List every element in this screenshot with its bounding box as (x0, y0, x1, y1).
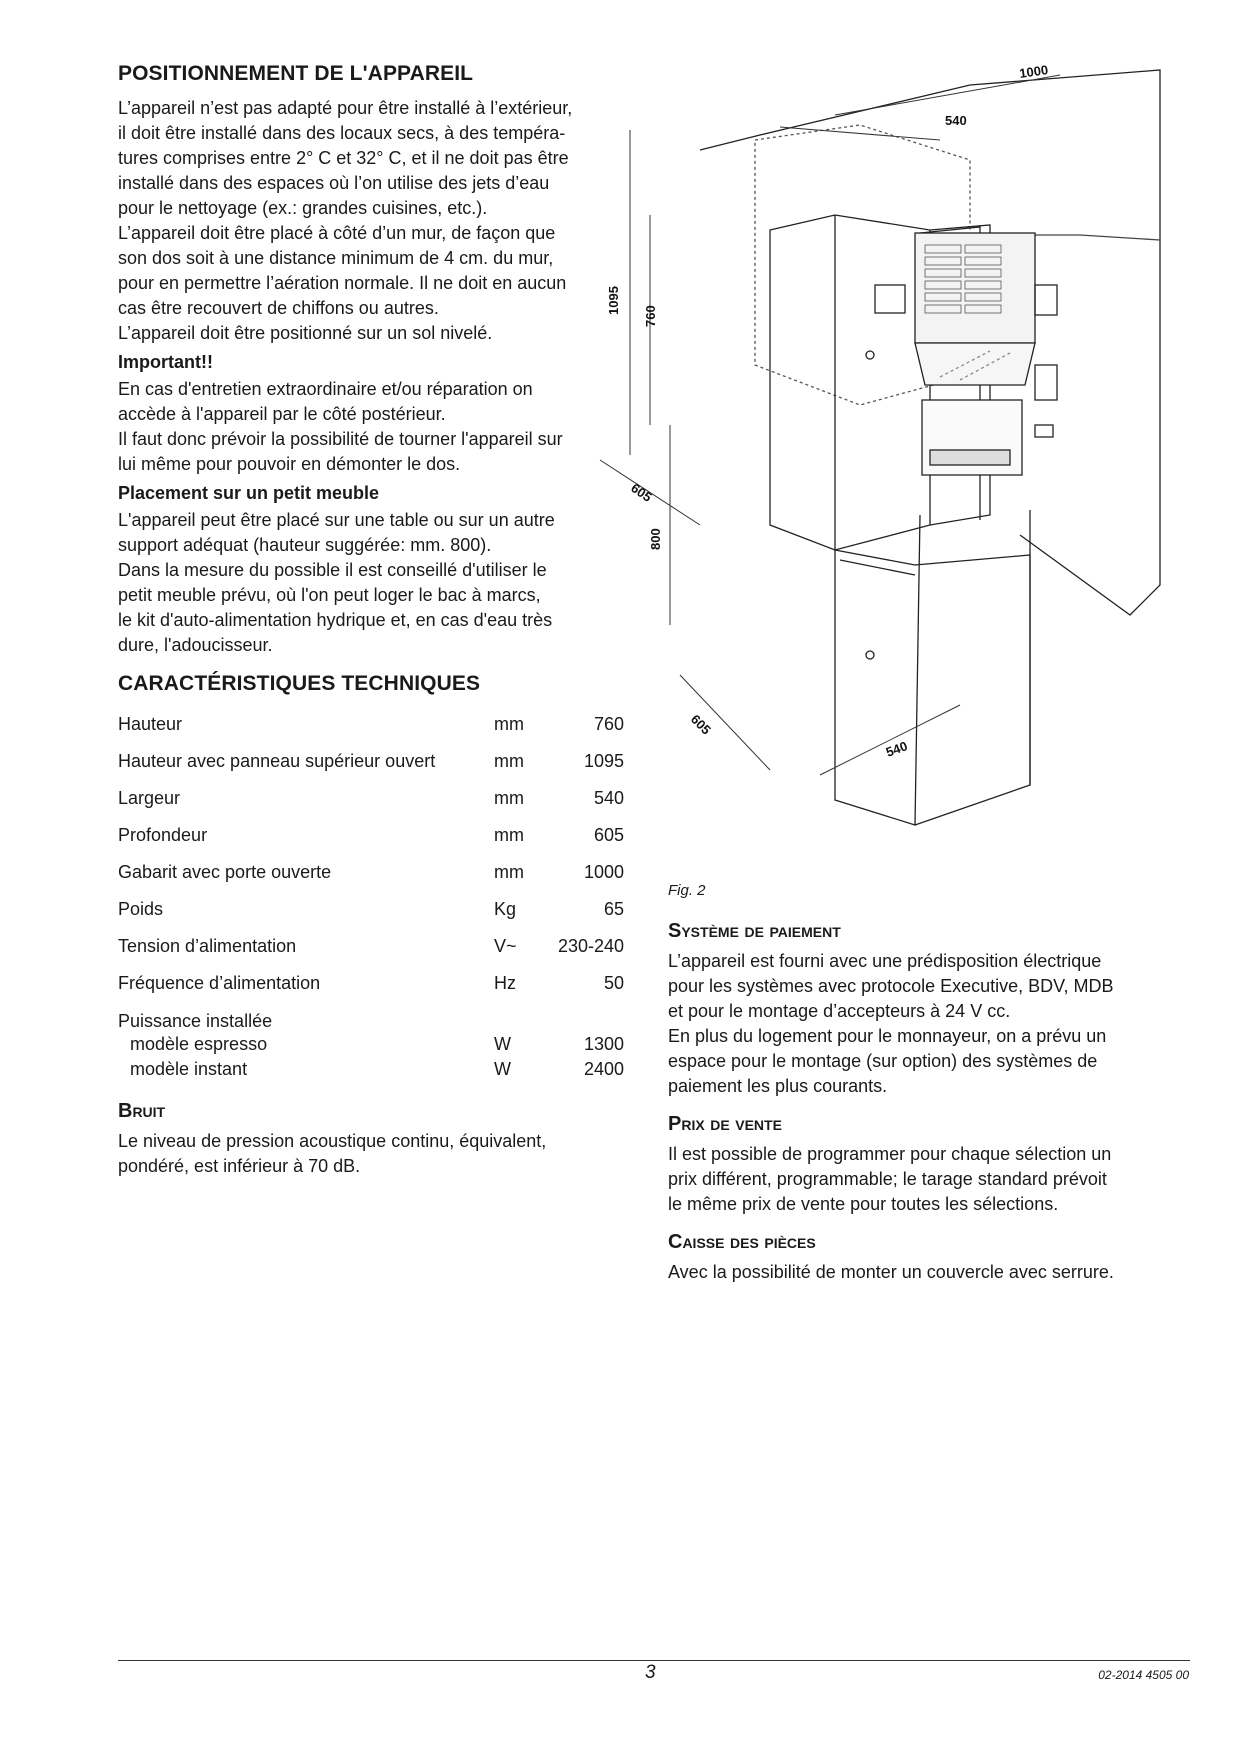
dim-540-top: 540 (945, 113, 967, 128)
spec-row-power-heading (118, 1002, 624, 1032)
machine-dimension-figure (606, 62, 1205, 900)
spec-label: Tension d’alimentation (118, 936, 297, 956)
dim-760: 760 (643, 305, 658, 327)
coin-box-paragraph: Avec la possibilité de monter un couvercle avec serrure. (668, 1262, 1114, 1282)
power-unit: W (494, 1059, 511, 1079)
spec-unit: Kg (494, 899, 517, 919)
dim-605-bottom: 605 (687, 711, 714, 738)
spec-value: 50 (603, 973, 624, 993)
spec-unit: mm (494, 751, 524, 771)
placement-paragraph: L'appareil peut être placé sur une table ou sur un autre support adéquat (hauteur suggérée: mm. 800). Dans la mesure du possible il est conseillé d'utiliser le petit meuble prévu, où l'on peut loger le bac à marcs, le kit d'auto-alimentation hydrique et, en cas d'eau très dure, l'adoucisseur. (118, 510, 555, 655)
spec-value: 1095 (583, 751, 624, 771)
spec-value: 540 (593, 788, 624, 808)
spec-label: Hauteur (118, 714, 183, 734)
dim-800: 800 (648, 528, 663, 550)
spec-label: Gabarit avec porte ouverte (118, 862, 332, 882)
spec-row (118, 854, 624, 891)
price-paragraph: Il est possible de programmer pour chaque sélection un prix différent, programmable; le tarage standard prévoit le même prix de vente pour toutes les sélections. (668, 1144, 1112, 1214)
dim-605-mid: 605 (628, 480, 655, 505)
section-title-positioning: POSITIONNEMENT DE L'APPAREIL (118, 62, 474, 85)
footer-divider (118, 1660, 1190, 1661)
spec-unit: mm (494, 862, 524, 882)
power-model-label: modèle espresso (130, 1034, 268, 1054)
spec-unit: V~ (494, 936, 517, 956)
machine-drawing (606, 62, 1205, 900)
spec-unit: mm (494, 788, 524, 808)
spec-unit: mm (494, 825, 524, 845)
spec-value: 605 (593, 825, 624, 845)
spec-label: Hauteur avec panneau supérieur ouvert (118, 751, 436, 771)
payment-paragraph: L’appareil est fourni avec une prédisposition électrique pour les systèmes avec protocole Executive, BDV, MDB et pour le montage d’accepteurs à 24 V cc. En plus du logement pour le monnayeur, on a prévu un espace pour le montage (sur option) des systèmes de paiement les plus courants. (668, 951, 1114, 1096)
spec-label: Poids (118, 899, 164, 919)
right-column (668, 920, 1188, 1291)
coin-box-heading: Caisse des pièces (668, 1231, 816, 1253)
noise-paragraph: Le niveau de pression acoustique continu, équivalent, pondéré, est inférieur à 70 dB. (118, 1131, 547, 1176)
power-value: 2400 (583, 1059, 624, 1079)
spec-table (118, 706, 624, 1082)
spec-label: Fréquence d’alimentation (118, 973, 321, 993)
section-title-technical: CARACTÉRISTIQUES TECHNIQUES (118, 672, 481, 695)
payment-heading: Système de paiement (668, 920, 841, 942)
spec-unit: mm (494, 714, 524, 734)
page-number: 3 (645, 1662, 656, 1683)
spec-value: 1000 (583, 862, 624, 882)
power-value: 1300 (583, 1034, 624, 1054)
power-label: Puissance installée (118, 1011, 273, 1031)
noise-heading: Bruit (118, 1100, 166, 1122)
document-reference: 02-2014 4505 00 (1098, 1668, 1189, 1682)
spec-unit: Hz (494, 973, 516, 993)
spec-row (118, 817, 624, 854)
spec-label: Profondeur (118, 825, 208, 845)
spec-value: 65 (603, 899, 624, 919)
spec-value: 230-240 (557, 936, 624, 956)
price-heading: Prix de vente (668, 1113, 782, 1135)
spec-row-power (118, 1032, 624, 1057)
left-column (118, 62, 638, 1185)
spec-row (118, 928, 624, 965)
positioning-paragraph: L’appareil n’est pas adapté pour être installé à l’extérieur, il doit être installé dans des locaux secs, à des tempéra- tures comprises entre 2° C et 32° C, et il ne doit pas être installé dans des espaces où l’on utilise des jets d’eau pour le nettoyage (ex.: grandes cuisines, etc.). L’appareil doit être placé à côté d’un mur, de façon que son dos soit à une distance minimum de 4 cm. du mur, pour en permettre l’aération normale. Il ne doit en aucun cas être recouvert de chiffons ou autres. L’appareil doit être positionné sur un sol nivelé. (118, 98, 573, 343)
figure-caption: Fig. 2 (668, 882, 706, 899)
spec-row (118, 706, 624, 743)
important-paragraph: En cas d'entretien extraordinaire et/ou réparation on accède à l'appareil par le côté postérieur. Il faut donc prévoir la possibilité de tourner l'appareil sur lui même pour pouvoir en démonter le dos. (118, 379, 563, 474)
spec-row (118, 891, 624, 928)
spec-row (118, 780, 624, 817)
dim-1000: 1000 (1018, 62, 1050, 81)
spec-row (118, 965, 624, 1002)
power-unit: W (494, 1034, 511, 1054)
spec-value: 760 (593, 714, 624, 734)
important-heading: Important!! (118, 352, 213, 372)
spec-label: Largeur (118, 788, 181, 808)
dim-540-bottom: 540 (883, 738, 910, 760)
power-model-label: modèle instant (130, 1059, 248, 1079)
dim-1095: 1095 (606, 286, 621, 315)
placement-heading: Placement sur un petit meuble (118, 483, 380, 503)
spec-row-power (118, 1057, 624, 1082)
spec-row (118, 743, 624, 780)
